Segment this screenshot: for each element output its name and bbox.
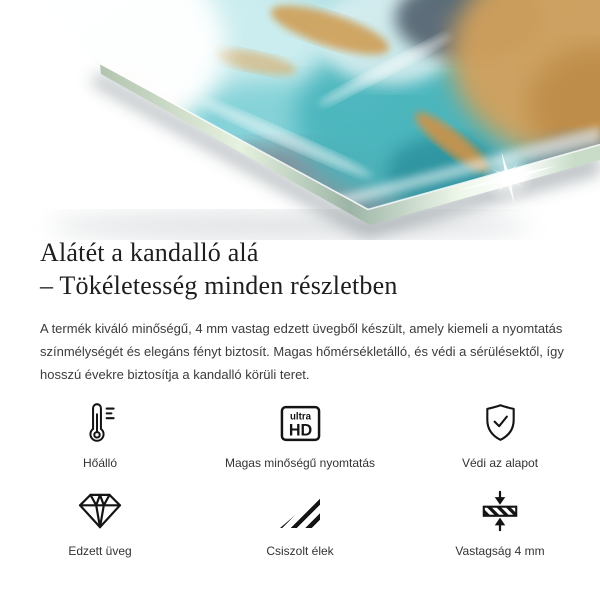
page-title bbox=[40, 236, 564, 302]
feature-label: Csiszolt élek bbox=[266, 544, 334, 558]
shield-check-icon bbox=[482, 402, 519, 444]
features-grid bbox=[0, 402, 600, 558]
feature-label: Védi az alapot bbox=[461, 456, 539, 470]
feature-item-print-quality bbox=[200, 402, 400, 470]
diamond-icon bbox=[77, 490, 123, 532]
feature-label: Magas minőségű nyomtatás bbox=[224, 456, 376, 470]
product-photo bbox=[0, 0, 600, 240]
thermometer-icon bbox=[83, 402, 118, 444]
product-description: A termék kiváló minőségű, 4 mm vastag edzett üvegből készült, amely kiemeli a nyomtatás színmélységét és elegáns fényt biztosít. Magas hőmérsékletálló, és védi a sérülésektől, így hosszú évekre biztosítja a kandalló körüli teret. bbox=[40, 321, 564, 382]
svg-text:ultra: ultra bbox=[289, 411, 311, 423]
thickness-icon bbox=[479, 490, 521, 532]
feature-label: Edzett üveg bbox=[68, 544, 132, 558]
feature-item-heat-resistant bbox=[0, 402, 200, 470]
product-hero bbox=[0, 0, 600, 240]
page-title-line-2: – Tökéletesség minden részletben bbox=[40, 271, 398, 300]
content-section bbox=[40, 236, 564, 386]
page-title-line-1: Alátét a kandalló alá bbox=[40, 238, 259, 267]
feature-label: Hőálló bbox=[82, 456, 118, 470]
feature-item-polished-edges bbox=[200, 490, 400, 558]
polished-edges-icon bbox=[280, 490, 320, 532]
svg-text:HD: HD bbox=[288, 420, 312, 439]
feature-item-protects-base bbox=[400, 402, 600, 470]
feature-item-tempered-glass bbox=[0, 490, 200, 558]
glass-face bbox=[0, 0, 600, 240]
feature-label: Vastagság 4 mm bbox=[455, 544, 545, 558]
feature-item-thickness bbox=[400, 490, 600, 558]
ultra-hd-icon bbox=[280, 402, 321, 444]
